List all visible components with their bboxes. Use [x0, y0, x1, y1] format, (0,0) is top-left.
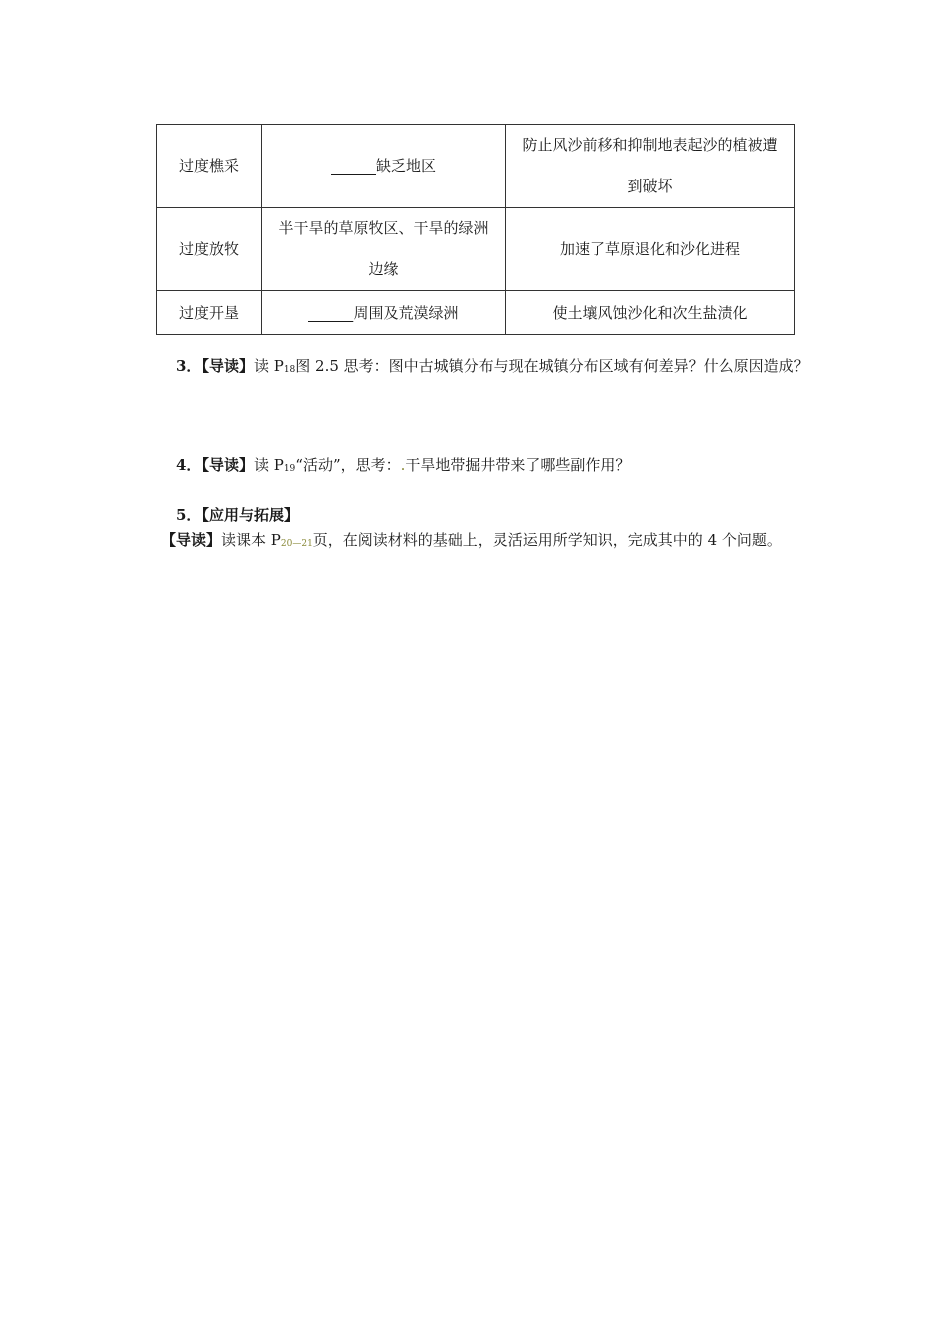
cause-cell: 过度放牧: [157, 208, 262, 291]
question-prefix: 读 P: [253, 357, 284, 375]
stray-mark: .: [400, 456, 406, 474]
effect-cell: 使土壤风蚀沙化和次生盐渍化: [506, 291, 795, 335]
question-5-body: [146, 527, 811, 557]
question-tag: 【导读】: [161, 531, 222, 549]
region-text: 周围及荒漠绿洲: [353, 303, 459, 322]
table-row: [157, 208, 795, 291]
question-number: 4．: [176, 456, 202, 474]
cause-cell: 过度开垦: [157, 291, 262, 335]
table-row: [157, 125, 795, 208]
question-tag: 【应用与拓展】: [201, 506, 299, 524]
region-cell: [262, 125, 506, 208]
question-4: [146, 452, 811, 482]
question-3: [146, 353, 811, 383]
question-text: 页，在阅读材料的基础上，灵活运用所学知识，完成其中的 4 个问题。: [312, 531, 782, 549]
fill-blank: ______: [308, 303, 354, 322]
question-prefix: 读课本 P: [221, 531, 281, 549]
question-mid: “活动”，思考：: [295, 456, 401, 474]
table-row: [157, 291, 795, 335]
question-text: 干旱地带掘井带来了哪些副作用？: [405, 456, 631, 474]
question-tag: 【导读】: [201, 357, 254, 375]
question-number: 5．: [176, 506, 202, 524]
desertification-causes-table: [156, 124, 795, 335]
region-cell: 半干旱的草原牧区、干旱的绿洲边缘: [262, 208, 506, 291]
question-tag: 【导读】: [201, 456, 254, 474]
page-subscript: 19: [283, 464, 296, 474]
question-5: [146, 502, 811, 528]
question-number: 3．: [176, 357, 202, 375]
effect-cell: 加速了草原退化和沙化进程: [506, 208, 795, 291]
fill-blank: ______: [330, 156, 376, 175]
question-prefix: 读 P: [253, 456, 284, 474]
region-text: 缺乏地区: [375, 156, 436, 175]
effect-cell: 防止风沙前移和抑制地表起沙的植被遭到破坏: [506, 125, 795, 208]
region-cell: [262, 291, 506, 335]
cause-cell: 过度樵采: [157, 125, 262, 208]
page-subscript: 20—21: [280, 539, 313, 549]
page-subscript: 18: [283, 365, 296, 375]
question-text: 图 2.5 思考：图中古城镇分布与现在城镇分布区域有何差异？什么原因造成？: [295, 357, 809, 375]
